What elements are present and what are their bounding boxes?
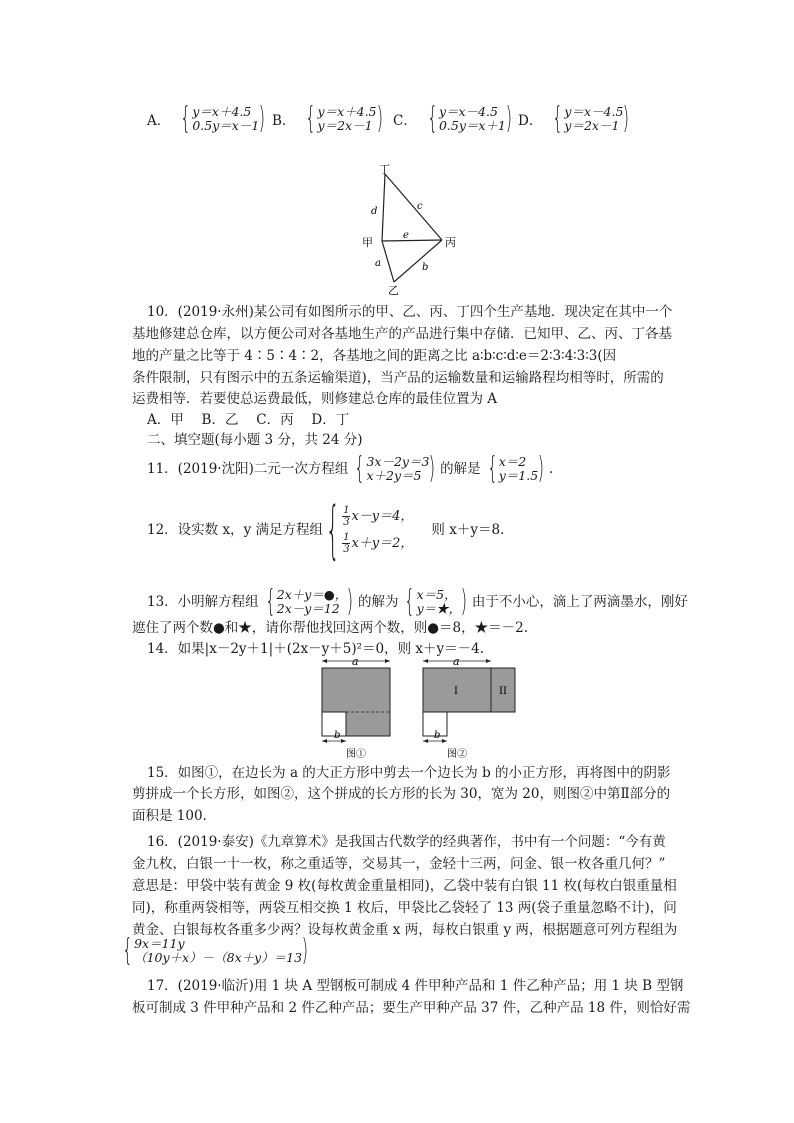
q16-line: 16．(2019·泰安)《九章算术》是我国古代数学的经典著作，书中有一个问题：“今有黄 [147,834,666,850]
equation-system [118,933,311,968]
label-part-2: II [499,686,507,697]
left-brace-icon: { [427,101,438,136]
equation: 3x－2y＝3 [366,454,430,469]
q14: 14．如果|x－2y＋1|＋(2x－y＋5)²＝0，则 x＋y＝－4. [147,641,485,657]
q12-suffix: 则 x＋y＝8. [431,522,505,538]
q10-line: 运费相等．若要使总运费最低，则修建总仓库的最佳位置为 A [132,391,498,407]
node-label-bing: 丙 [445,236,456,249]
equation-system [423,101,515,136]
fraction [342,505,350,528]
arrow-icon [341,739,346,743]
label-a: a [352,656,359,668]
equation: y＝1.5 [498,468,539,483]
edge-d [382,174,385,241]
equation-system [176,101,268,136]
q10-line: 基地修建总仓库，以方便公司对各基地生产的产品进行集中存储．已知甲、乙、丙、丁各基 [132,326,672,342]
label-a: a [453,656,460,668]
q11-mid: 的解是 [440,461,481,477]
node-label-ding: 丁 [379,163,390,176]
equation-system [548,101,632,136]
option-d [518,101,632,136]
edge-c [385,174,442,240]
right-paren-icon: ) [537,451,545,486]
equation: 0.5y＝x－1 [192,118,260,133]
q13-prefix: 13．小明解方程组 [147,594,259,610]
left-brace-icon: { [354,451,366,486]
equation: 2x－y＝12 [276,601,340,616]
edge-label-e: e [403,230,409,241]
option-label: C． [393,113,417,129]
caption-figure-2: 图② [447,749,467,760]
equation: x＝5， [416,587,457,602]
caption-figure-1: 图① [346,749,366,760]
q17-line: 17．(2019·临沂)用 1 块 A 型钢板可制成 4 件甲种产品和 1 件乙种产品；用 1 块 B 型钢 [147,978,684,994]
right-paren-icon: ) [346,584,354,619]
q10-line: 地的产量之比等于 4∶5∶4∶2，各基地之间的距离之比 a∶b∶c∶d∶e＝2∶3∶4∶3∶3(因 [132,348,617,364]
figure-1 [322,656,390,760]
q17-line: 板可制成 3 件甲种产品和 2 件乙种产品；要生产甲种产品 37 件，乙种产品 18 件，则恰好需 [132,1000,691,1016]
edge-label-b: b [422,262,429,273]
q10-line: 10．(2019·永州)某公司有如图所示的甲、乙、丙、丁四个生产基地．现决定在其中一个 [147,304,673,320]
left-brace-icon: { [552,101,564,136]
fraction-denominator: 3 [343,517,350,528]
base-network-diagram [360,160,470,295]
q10-options: A．甲 B．乙 C．丙 D．丁 [147,412,350,428]
right-paren-icon: ) [505,101,512,136]
left-brace-icon: { [305,101,317,136]
equation-system [350,451,438,486]
q11-suffix: . [548,461,554,477]
q16-line: 黄金、白银每枚各重多少两？设每枚黄金重 x 两，每枚白银重 y 两，根据题意可列方程组为 [132,922,678,938]
q11-prefix: 11．(2019·沈阳)二元一次方程组 [147,461,349,477]
arrow-icon [442,739,447,743]
left-brace-icon: { [325,493,340,566]
right-paren-icon: ) [376,101,383,136]
left-brace-icon: { [486,451,498,486]
equation: y＝2x－1 [317,118,373,133]
section-heading: 二、填空题(每小题 3 分，共 24 分) [147,432,363,448]
q16-line: 金九枚，白银一十一枚，称之重适等，交易其一，金轻十三两，问金、银一枚各重几何？” [132,856,666,872]
solution-system [400,584,469,619]
right-paren-icon: ) [460,584,468,619]
equation: 9x＝11y [134,936,185,951]
edge-label-d: d [371,206,378,217]
q16-line: 意思是：甲袋中装有黄金 9 枚(每枚黄金重量相同)，乙袋中装有白银 11 枚(每枚白银重量相 [132,878,677,894]
arrow-icon [322,659,327,663]
fraction [342,532,350,555]
figure-squares [310,656,530,760]
q13-mid: 的解为 [357,594,399,610]
q13-suffix: 由于不小心，滴上了两滴墨水，刚好 [471,594,688,610]
edge-label-a: a [375,258,381,269]
label-part-1: I [454,686,458,697]
equation: 2x＋y＝●， [276,587,348,602]
left-brace-icon: { [122,933,133,968]
equation: x＋y＝2， [351,535,414,551]
equation: y＝x＋4.5 [317,104,377,119]
q12-prefix: 12．设实数 x，y 满足方程组 [147,522,324,538]
label-b: b [334,730,341,741]
fraction-numerator: 1 [343,532,350,543]
edge-b [394,240,442,282]
equation: x＋2y＝5 [366,468,422,483]
option-label: B． [272,113,296,129]
equation: x－y＝4， [351,508,414,524]
equation: y＝★， [416,601,462,616]
q15-line: 15．如图①，在边长为 a 的大正方形中剪去一个边长为 b 的小正方形，再将图中的阴影 [147,765,671,781]
option-c [393,101,515,136]
q15-line: 剪拼成一个长方形，如图②，这个拼成的长方形的长为 30，宽为 20，则图②中第Ⅱ部分的 [132,786,671,802]
label-b: b [434,730,441,741]
right-paren-icon: ) [623,101,630,136]
arrow-icon [322,739,327,743]
q15-line: 面积是 100. [132,808,207,824]
q11 [147,451,707,486]
node-label-jia: 甲 [362,236,373,249]
equation: y＝x－4.5 [564,104,624,119]
option-a [147,101,268,136]
equation-system [301,101,385,136]
q13-line: 遮住了两个数●和★，请你帮他找回这两个数，则●＝8，★＝－2. [132,620,529,636]
q13 [147,584,707,619]
left-brace-icon: { [180,101,192,136]
arrow-icon [423,739,428,743]
equation: y＝x－4.5 [438,104,498,119]
option-label: A． [147,113,171,129]
equation-system [261,584,356,619]
left-brace-icon: { [404,584,416,619]
q16-answer [118,933,311,968]
edge-a [382,241,394,282]
fraction-denominator: 3 [343,544,350,555]
solution-system [483,451,547,486]
equation: y＝x＋4.5 [192,104,252,119]
option-b [272,101,385,136]
equation: （10y＋x）－（8x＋y）＝13 [134,950,303,965]
edge-label-c: c [417,201,423,212]
arrow-icon [486,659,491,663]
equation: y＝2x－1 [564,118,620,133]
right-paren-icon: ) [429,451,436,486]
edge-e [382,240,442,241]
option-label: D． [518,113,543,129]
q10-line: 条件限制，只有图示中的五条运输渠道)，当产品的运输数量和运输路程均相等时，所需的 [132,370,664,386]
right-paren-icon: ) [301,933,309,968]
node-label-yi: 乙 [388,284,399,295]
equation: 0.5y＝x＋1 [438,118,506,133]
q16-line: 同)，称重两袋相等，两袋互相交换 1 枚后，甲袋比乙袋轻了 13 两(袋子重量忽略不计)，问 [132,900,677,916]
equation: x＝2 [498,454,527,469]
arrow-icon [385,659,390,663]
right-paren-icon: ) [258,101,266,136]
arrow-icon [423,659,428,663]
q12 [147,495,707,565]
left-brace-icon: { [264,584,276,619]
fraction-numerator: 1 [343,505,350,516]
figure-2 [423,656,515,760]
equation-system [323,493,414,566]
